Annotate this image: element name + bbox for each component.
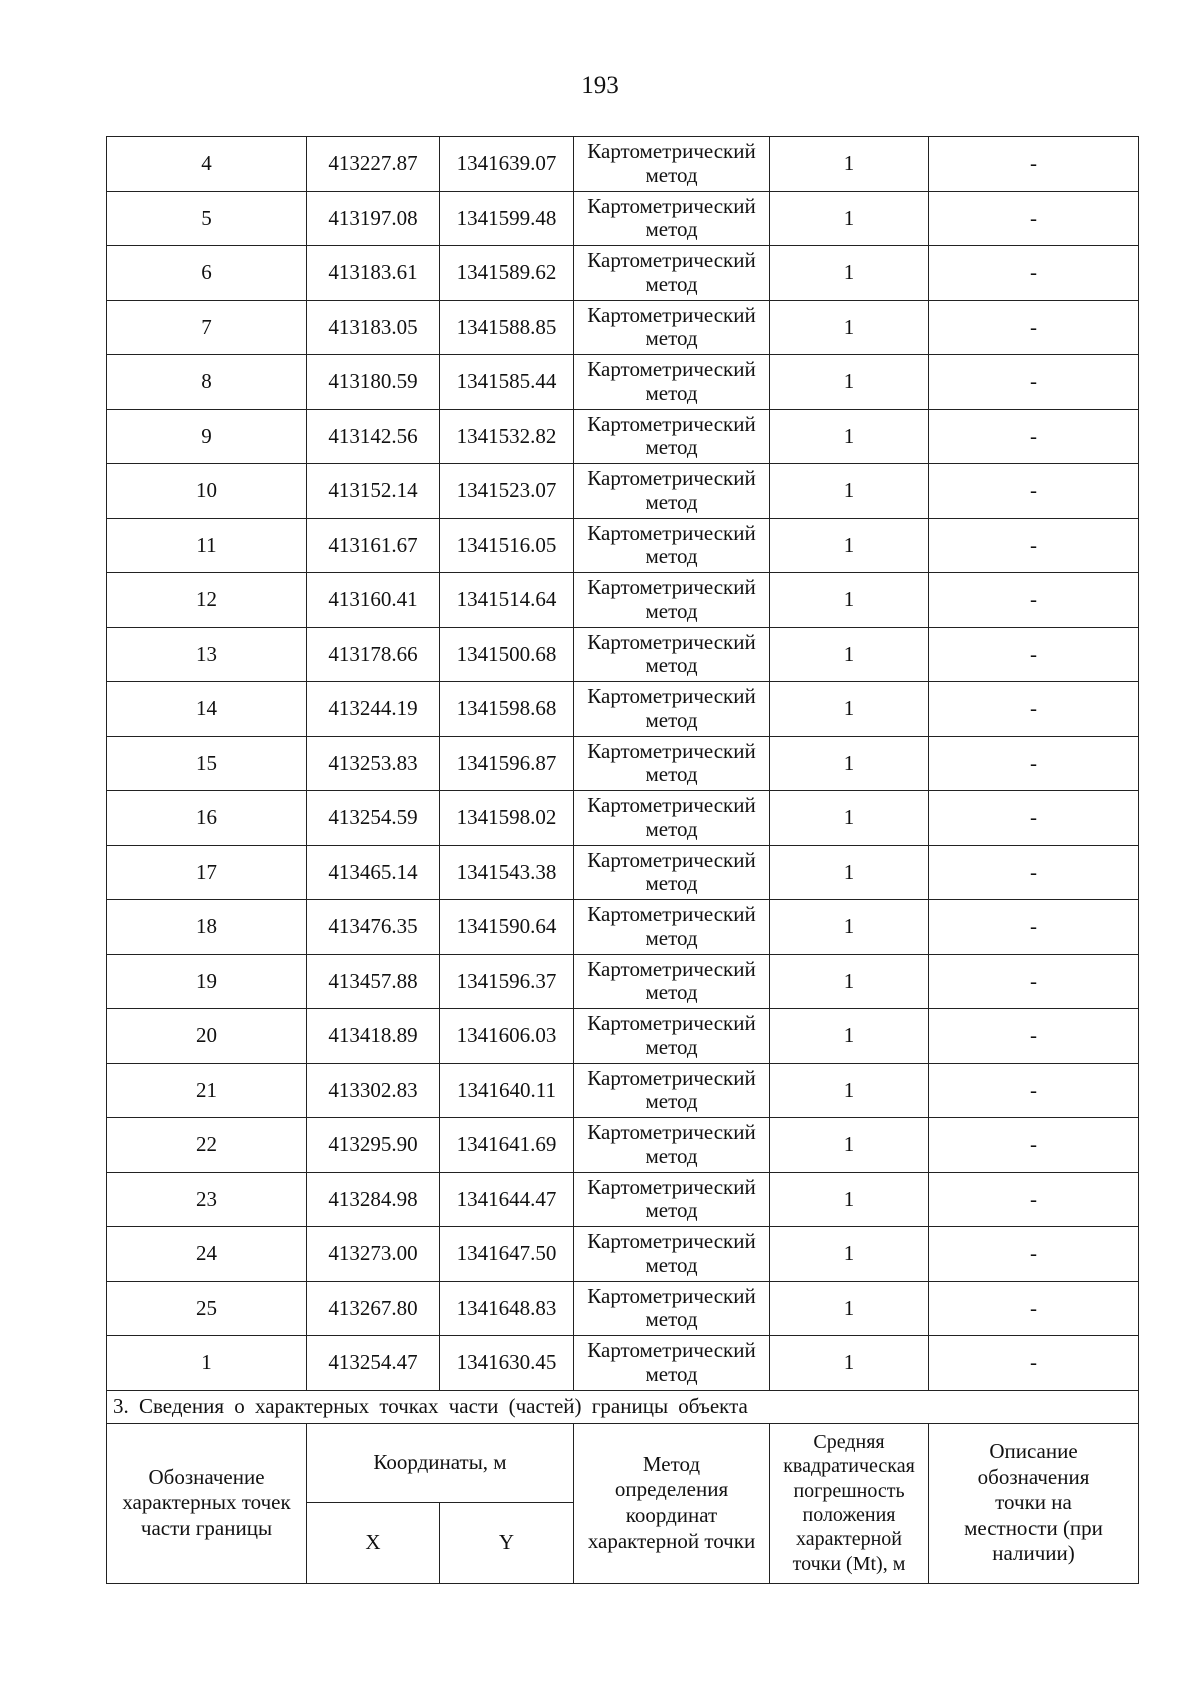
table-row — [107, 137, 1139, 192]
y-coordinate-cell: 1341596.87 — [440, 736, 574, 791]
mt-value-cell: 1 — [770, 791, 929, 846]
x-coordinate-cell: 413476.35 — [307, 900, 440, 955]
point-number-cell: 5 — [107, 191, 307, 246]
method-line: Картометрический — [587, 1338, 756, 1363]
x-coordinate-cell: 413302.83 — [307, 1063, 440, 1118]
y-coordinate-cell: 1341588.85 — [440, 300, 574, 355]
table-body — [107, 137, 1139, 1584]
table-row — [107, 246, 1139, 301]
method-line: метод — [645, 1252, 698, 1277]
method-line: метод — [645, 598, 698, 623]
method-cell — [574, 627, 770, 682]
header-row-top — [107, 1423, 1139, 1502]
mt-value-cell: 1 — [770, 355, 929, 410]
mt-value-cell: 1 — [770, 1009, 929, 1064]
y-coordinate-cell: 1341606.03 — [440, 1009, 574, 1064]
section-3-title: 3. Сведения о характерных точках части (частей) границы объекта — [113, 1394, 748, 1418]
method-line: Картометрический — [587, 248, 756, 273]
method-line: метод — [645, 1307, 698, 1332]
header-mt-line: точки (Mt), м — [792, 1552, 906, 1575]
header-description-line: местности (при — [964, 1515, 1103, 1540]
mt-value-cell: 1 — [770, 300, 929, 355]
header-mt-line: квадратическая — [783, 1455, 915, 1478]
method-line: Картометрический — [587, 1120, 756, 1145]
point-number-cell: 19 — [107, 954, 307, 1009]
description-cell: - — [929, 300, 1139, 355]
method-cell — [574, 1172, 770, 1227]
point-number-cell: 7 — [107, 300, 307, 355]
table-row — [107, 682, 1139, 737]
method-line: метод — [645, 326, 698, 351]
description-cell: - — [929, 191, 1139, 246]
y-coordinate-cell: 1341543.38 — [440, 845, 574, 900]
method-cell — [574, 1281, 770, 1336]
method-cell — [574, 736, 770, 791]
point-number-cell: 12 — [107, 573, 307, 628]
method-line: метод — [645, 271, 698, 296]
method-line: метод — [645, 380, 698, 405]
x-coordinate-cell: 413418.89 — [307, 1009, 440, 1064]
header-method-line: характерной точки — [587, 1528, 756, 1553]
table-row — [107, 845, 1139, 900]
point-number-cell: 8 — [107, 355, 307, 410]
method-cell — [574, 246, 770, 301]
method-line: Картометрический — [587, 139, 756, 164]
method-cell — [574, 1063, 770, 1118]
y-coordinate-cell: 1341648.83 — [440, 1281, 574, 1336]
coordinates-table — [106, 136, 1139, 1584]
mt-value-cell: 1 — [770, 137, 929, 192]
y-coordinate-cell: 1341644.47 — [440, 1172, 574, 1227]
point-number-cell: 9 — [107, 409, 307, 464]
point-number-cell: 24 — [107, 1227, 307, 1282]
description-cell: - — [929, 137, 1139, 192]
method-line: метод — [645, 1361, 698, 1386]
x-coordinate-cell: 413457.88 — [307, 954, 440, 1009]
header-method — [574, 1423, 770, 1583]
method-cell — [574, 682, 770, 737]
method-line: метод — [645, 162, 698, 187]
method-cell — [574, 791, 770, 846]
method-line: метод — [645, 925, 698, 950]
mt-value-cell: 1 — [770, 900, 929, 955]
y-coordinate-cell: 1341590.64 — [440, 900, 574, 955]
table-row — [107, 1009, 1139, 1064]
description-cell: - — [929, 573, 1139, 628]
method-cell — [574, 900, 770, 955]
method-line: Картометрический — [587, 629, 756, 654]
mt-value-cell: 1 — [770, 954, 929, 1009]
method-line: метод — [645, 653, 698, 678]
header-point-designation-line: Обозначение — [148, 1464, 265, 1489]
point-number-cell: 4 — [107, 137, 307, 192]
method-line: метод — [645, 1198, 698, 1223]
table-row — [107, 1281, 1139, 1336]
x-coordinate-cell: 413267.80 — [307, 1281, 440, 1336]
x-coordinate-cell: 413244.19 — [307, 682, 440, 737]
method-line: Картометрический — [587, 193, 756, 218]
mt-value-cell: 1 — [770, 464, 929, 519]
point-number-cell: 16 — [107, 791, 307, 846]
x-coordinate-cell: 413273.00 — [307, 1227, 440, 1282]
method-line: Картометрический — [587, 1011, 756, 1036]
header-description-line: точки на — [995, 1490, 1072, 1515]
method-cell — [574, 954, 770, 1009]
page-number: 193 — [581, 72, 619, 99]
description-cell: - — [929, 845, 1139, 900]
table-row — [107, 409, 1139, 464]
description-cell: - — [929, 246, 1139, 301]
description-cell: - — [929, 682, 1139, 737]
point-number-cell: 21 — [107, 1063, 307, 1118]
x-coordinate-cell: 413227.87 — [307, 137, 440, 192]
mt-value-cell: 1 — [770, 246, 929, 301]
description-cell: - — [929, 900, 1139, 955]
description-cell: - — [929, 1063, 1139, 1118]
method-line: Картометрический — [587, 520, 756, 545]
header-coordinates: Координаты, м — [307, 1423, 574, 1502]
method-line: метод — [645, 489, 698, 514]
header-method-line: координат — [625, 1503, 718, 1527]
point-number-cell: 17 — [107, 845, 307, 900]
point-number-cell: 15 — [107, 736, 307, 791]
x-coordinate-cell: 413254.47 — [307, 1336, 440, 1391]
method-line: метод — [645, 1143, 698, 1168]
x-coordinate-cell: 413197.08 — [307, 191, 440, 246]
table-row — [107, 627, 1139, 682]
x-coordinate-cell: 413161.67 — [307, 518, 440, 573]
header-mt-line: погрешность — [793, 1479, 905, 1502]
method-line: Картометрический — [587, 1229, 756, 1254]
method-cell — [574, 355, 770, 410]
method-line: Картометрический — [587, 793, 756, 818]
header-mt — [770, 1423, 929, 1583]
method-cell — [574, 137, 770, 192]
x-coordinate-cell: 413152.14 — [307, 464, 440, 519]
header-point-designation — [107, 1423, 307, 1583]
x-coordinate-cell: 413160.41 — [307, 573, 440, 628]
description-cell: - — [929, 1336, 1139, 1391]
y-coordinate-cell: 1341598.02 — [440, 791, 574, 846]
method-line: метод — [645, 1034, 698, 1059]
mt-value-cell: 1 — [770, 682, 929, 737]
table-row — [107, 300, 1139, 355]
point-number-cell: 11 — [107, 518, 307, 573]
method-line: метод — [645, 871, 698, 896]
description-cell: - — [929, 1118, 1139, 1173]
section-3-title-cell — [107, 1390, 1139, 1423]
y-coordinate-cell: 1341589.62 — [440, 246, 574, 301]
point-number-cell: 6 — [107, 246, 307, 301]
method-line: Картометрический — [587, 956, 756, 981]
mt-value-cell: 1 — [770, 1227, 929, 1282]
table-row — [107, 1118, 1139, 1173]
description-cell: - — [929, 791, 1139, 846]
header-mt-line: Средняя — [813, 1430, 885, 1453]
header-point-designation-line: характерных точек — [122, 1490, 291, 1515]
header-point-designation-line: части границы — [140, 1515, 273, 1540]
table-row — [107, 573, 1139, 628]
method-line: Картометрический — [587, 411, 756, 436]
method-line: Картометрический — [587, 738, 756, 763]
description-cell: - — [929, 464, 1139, 519]
method-cell — [574, 1009, 770, 1064]
point-number-cell: 20 — [107, 1009, 307, 1064]
x-coordinate-cell: 413183.05 — [307, 300, 440, 355]
point-number-cell: 14 — [107, 682, 307, 737]
y-coordinate-cell: 1341640.11 — [440, 1063, 574, 1118]
x-coordinate-cell: 413142.56 — [307, 409, 440, 464]
description-cell: - — [929, 736, 1139, 791]
method-line: Картометрический — [587, 1174, 756, 1199]
point-number-cell: 1 — [107, 1336, 307, 1391]
y-coordinate-cell: 1341523.07 — [440, 464, 574, 519]
header-x: X — [307, 1502, 440, 1583]
mt-value-cell: 1 — [770, 1118, 929, 1173]
description-cell: - — [929, 355, 1139, 410]
method-line: Картометрический — [587, 1283, 756, 1308]
table-row — [107, 464, 1139, 519]
mt-value-cell: 1 — [770, 1281, 929, 1336]
section-3-row — [107, 1390, 1139, 1423]
method-cell — [574, 300, 770, 355]
method-line: Картометрический — [587, 575, 756, 600]
method-line: Картометрический — [587, 902, 756, 927]
y-coordinate-cell: 1341639.07 — [440, 137, 574, 192]
table-row — [107, 1172, 1139, 1227]
method-line: метод — [645, 762, 698, 787]
table-row — [107, 736, 1139, 791]
y-coordinate-cell: 1341532.82 — [440, 409, 574, 464]
point-number-cell: 22 — [107, 1118, 307, 1173]
header-y: Y — [440, 1502, 574, 1583]
description-cell: - — [929, 1281, 1139, 1336]
point-number-cell: 10 — [107, 464, 307, 519]
x-coordinate-cell: 413183.61 — [307, 246, 440, 301]
description-cell: - — [929, 518, 1139, 573]
table-row — [107, 1227, 1139, 1282]
method-cell — [574, 1118, 770, 1173]
method-line: Картометрический — [587, 357, 756, 382]
mt-value-cell: 1 — [770, 518, 929, 573]
y-coordinate-cell: 1341630.45 — [440, 1336, 574, 1391]
header-description — [929, 1423, 1139, 1583]
header-method-line: Метод — [642, 1451, 701, 1476]
method-cell — [574, 409, 770, 464]
method-line: Картометрический — [587, 466, 756, 491]
table-row — [107, 1063, 1139, 1118]
description-cell: - — [929, 627, 1139, 682]
x-coordinate-cell: 413178.66 — [307, 627, 440, 682]
method-line: метод — [645, 435, 698, 460]
mt-value-cell: 1 — [770, 409, 929, 464]
method-line: Картометрический — [587, 302, 756, 327]
method-cell — [574, 518, 770, 573]
mt-value-cell: 1 — [770, 1172, 929, 1227]
method-line: метод — [645, 217, 698, 242]
table-row — [107, 191, 1139, 246]
mt-value-cell: 1 — [770, 191, 929, 246]
point-number-cell: 25 — [107, 1281, 307, 1336]
y-coordinate-cell: 1341585.44 — [440, 355, 574, 410]
mt-value-cell: 1 — [770, 845, 929, 900]
mt-value-cell: 1 — [770, 1063, 929, 1118]
method-cell — [574, 1336, 770, 1391]
y-coordinate-cell: 1341596.37 — [440, 954, 574, 1009]
method-cell — [574, 573, 770, 628]
table-row — [107, 791, 1139, 846]
description-cell: - — [929, 1227, 1139, 1282]
table-row — [107, 518, 1139, 573]
header-description-line: Описание — [989, 1438, 1078, 1463]
method-line: Картометрический — [587, 684, 756, 709]
table-row — [107, 954, 1139, 1009]
y-coordinate-cell: 1341641.69 — [440, 1118, 574, 1173]
y-coordinate-cell: 1341514.64 — [440, 573, 574, 628]
y-coordinate-cell: 1341500.68 — [440, 627, 574, 682]
x-coordinate-cell: 413465.14 — [307, 845, 440, 900]
table-row — [107, 355, 1139, 410]
method-line: метод — [645, 816, 698, 841]
point-number-cell: 18 — [107, 900, 307, 955]
mt-value-cell: 1 — [770, 627, 929, 682]
method-line: метод — [645, 1089, 698, 1114]
method-line: Картометрический — [587, 847, 756, 872]
point-number-cell: 23 — [107, 1172, 307, 1227]
header-description-line: обозначения — [977, 1464, 1090, 1489]
x-coordinate-cell: 413295.90 — [307, 1118, 440, 1173]
header-mt-line: характерной — [796, 1528, 902, 1551]
method-line: метод — [645, 707, 698, 732]
table-row — [107, 1336, 1139, 1391]
method-line: метод — [645, 980, 698, 1005]
description-cell: - — [929, 409, 1139, 464]
description-cell: - — [929, 1009, 1139, 1064]
mt-value-cell: 1 — [770, 1336, 929, 1391]
method-line: метод — [645, 544, 698, 569]
y-coordinate-cell: 1341516.05 — [440, 518, 574, 573]
x-coordinate-cell: 413284.98 — [307, 1172, 440, 1227]
y-coordinate-cell: 1341599.48 — [440, 191, 574, 246]
mt-value-cell: 1 — [770, 573, 929, 628]
header-description-line: наличии) — [992, 1541, 1075, 1566]
description-cell: - — [929, 954, 1139, 1009]
method-cell — [574, 464, 770, 519]
x-coordinate-cell: 413254.59 — [307, 791, 440, 846]
method-cell — [574, 191, 770, 246]
method-line: Картометрический — [587, 1065, 756, 1090]
y-coordinate-cell: 1341598.68 — [440, 682, 574, 737]
x-coordinate-cell: 413253.83 — [307, 736, 440, 791]
y-coordinate-cell: 1341647.50 — [440, 1227, 574, 1282]
header-method-line: определения — [614, 1477, 729, 1502]
method-cell — [574, 845, 770, 900]
header-mt-line: положения — [802, 1504, 896, 1526]
mt-value-cell: 1 — [770, 736, 929, 791]
description-cell: - — [929, 1172, 1139, 1227]
x-coordinate-cell: 413180.59 — [307, 355, 440, 410]
method-cell — [574, 1227, 770, 1282]
table-row — [107, 900, 1139, 955]
point-number-cell: 13 — [107, 627, 307, 682]
